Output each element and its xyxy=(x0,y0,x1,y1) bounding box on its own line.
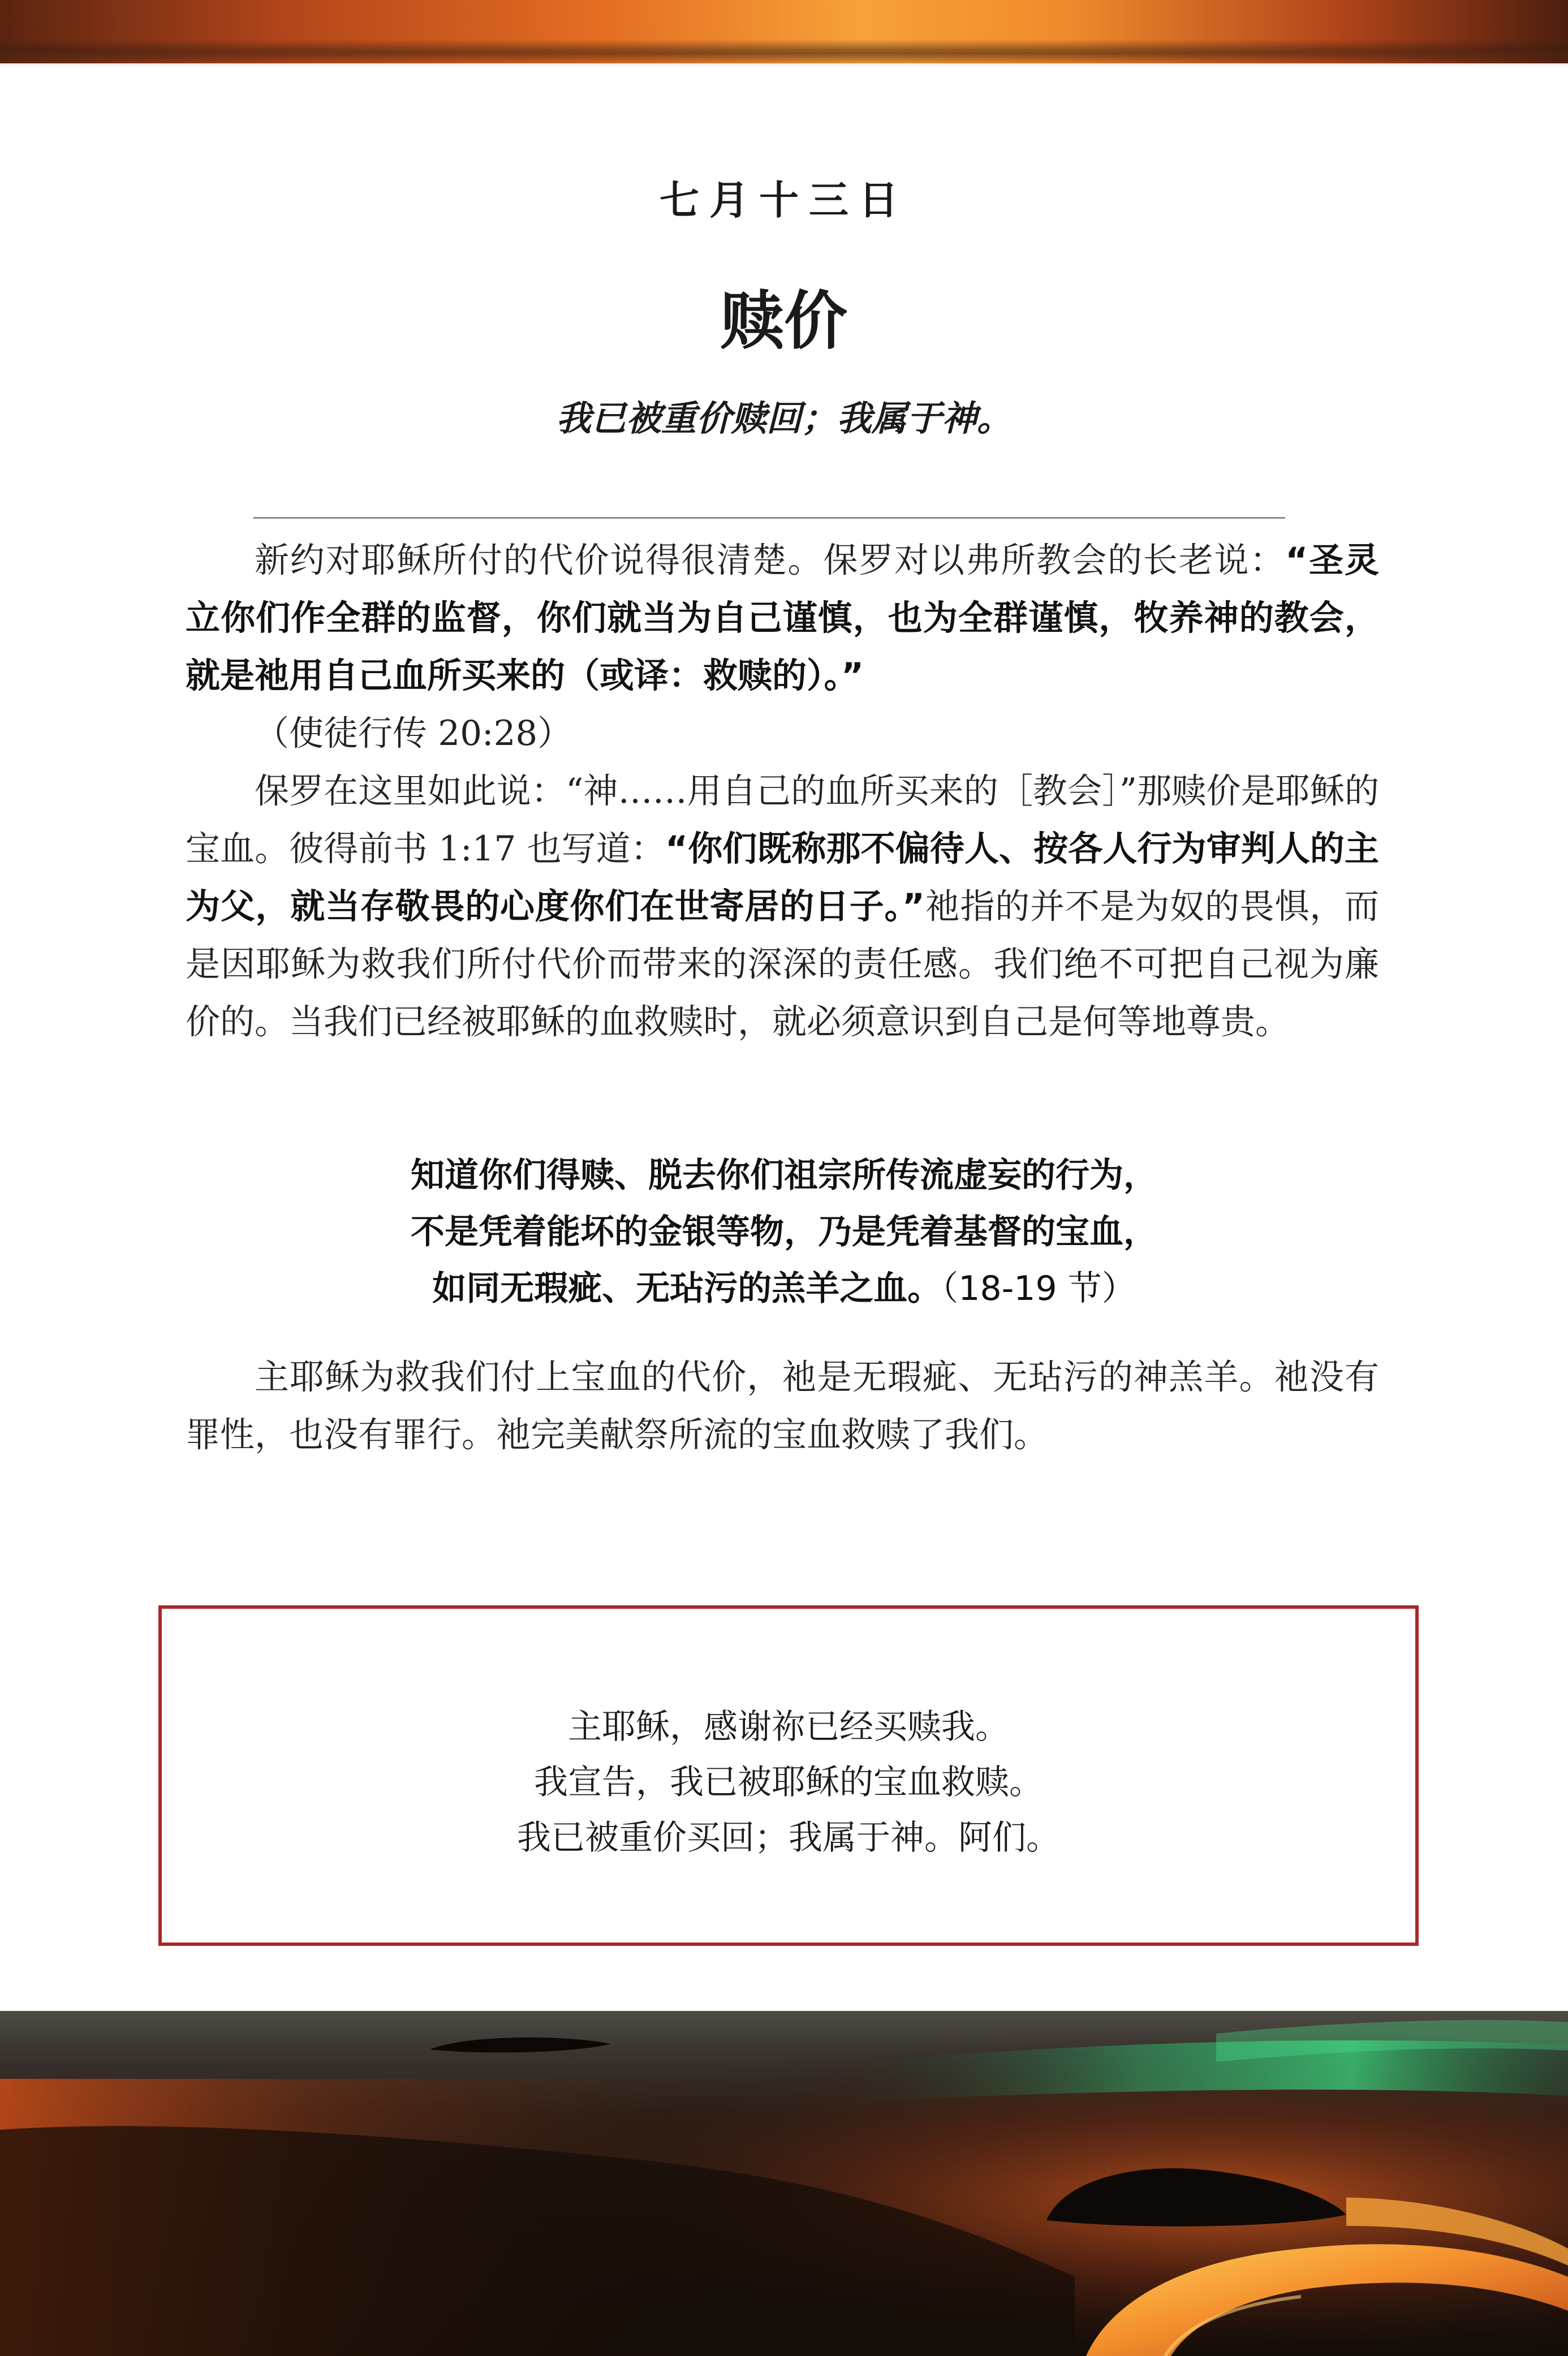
prayer-line-2: 我宣告，我已被耶稣的宝血救赎。 xyxy=(534,1763,1043,1802)
top-band-shadow xyxy=(0,52,1568,68)
scripture-line-3 xyxy=(0,1260,1568,1317)
paragraph-1-text: 新约对耶稣所付的代价说得很清楚。保罗对以弗所教会的长老说： xyxy=(255,540,1286,580)
paragraph-3: 主耶稣为救我们付上宝血的代价，祂是无瑕疵、无玷污的神羔羊。祂没有罪性，也没有罪行。祂完美献祭所流的宝血救赎了我们。 xyxy=(186,1357,1379,1455)
prayer-box xyxy=(158,1605,1419,1946)
scripture-line-3-text: 如同无瑕疵、无玷污的羔羊之血。 xyxy=(432,1269,942,1308)
paragraph-1 xyxy=(186,532,1379,763)
scripture-quote xyxy=(0,1147,1568,1317)
header-divider xyxy=(253,517,1285,519)
page-title: 赎价 xyxy=(721,285,847,358)
bottom-landscape-image xyxy=(0,2011,1568,2356)
scripture-line-2: 不是凭着能坏的金银等物，乃是凭着基督的宝血， xyxy=(411,1212,1157,1252)
page-date: 七月十三日 xyxy=(660,177,908,223)
paragraph-2-continuation: 祂指的并不是为奴的畏惧，而是因耶稣为救我们所付代价而带来的深深的责任感。我们绝不可把自己视为廉价的。当我们已经被耶稣的血救赎时，就必须意识到自己是何等地尊贵。 xyxy=(186,886,1379,1042)
paragraph-2-scripture-quote: “你们既称那不偏待人、按各人行为审判人的主为父，就当存敬畏的心度你们在世寄居的日子。” xyxy=(186,829,1380,927)
prayer-text xyxy=(162,1699,1415,1866)
prayer-line-3: 我已被重价买回；我属于神。阿们。 xyxy=(517,1818,1060,1858)
paragraph-1-scripture-quote: “圣灵立你们作全群的监督，你们就当为自己谨慎，也为全群谨慎，牧养神的教会，就是祂用自己血所买来的（或译：救赎的）。” xyxy=(186,540,1379,696)
paragraph-2-text: 保罗在这里如此说：“神……用自己的血所买来的［教会］”那赎价是耶稣的宝血。彼得前书 1:17 也写道： xyxy=(186,771,1379,869)
scripture-line-1: 知道你们得赎、脱去你们祖宗所传流虚妄的行为， xyxy=(411,1156,1157,1195)
devotional-body-closing xyxy=(186,1349,1379,1464)
paragraph-2 xyxy=(186,763,1379,1051)
prayer-line-1: 主耶稣，感谢祢已经买赎我。 xyxy=(568,1707,1009,1747)
page-tagline: 我已被重价赎回；我属于神。 xyxy=(555,398,1012,439)
paragraph-1-reference: （使徒行传 20:28） xyxy=(255,713,572,753)
scripture-reference: （18-19 节） xyxy=(941,1269,1136,1308)
devotional-body xyxy=(186,532,1379,1051)
